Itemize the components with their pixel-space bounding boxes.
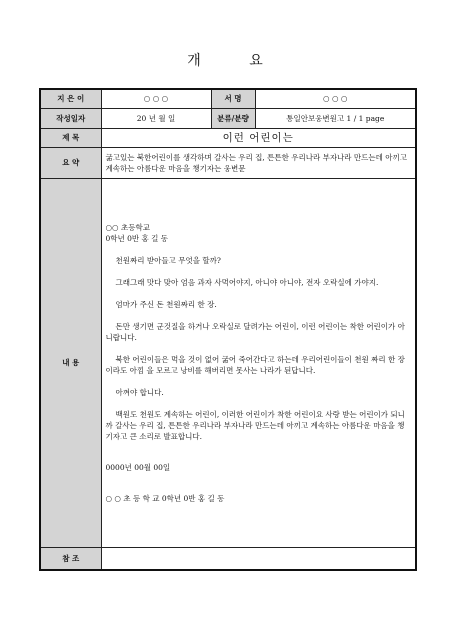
author-label: 지 은 이 [40,89,101,108]
book-title-label: 서 명 [211,89,255,108]
category-label: 분류/분량 [211,108,255,128]
reference-label: 참 조 [40,547,101,570]
content-label: 내 용 [40,178,101,547]
content-paragraph: 백원도 천원도 계속하는 어린이, 이러한 어린이가 착한 어린이요 사랑 받는 어린이가 되니까 갈사는 우리 집, 튼튼한 우리나라 부자나라 만드는데 아끼고 계속하는 아름다운 마음을 챙기자고 큰 소리로 발표합니다. [105,409,405,441]
content-school: ○○ 초등학교 [105,222,150,232]
content-paragraph: 그래그래 맛다 맞아 엄음 과자 사먹어야지, 아니야 아니야, 전자 오락실에 가야지. [115,277,379,287]
page-title: 개 요 [187,53,285,69]
content-paragraph: 북한 어린이들은 먹을 것이 없어 굶어 죽어간다고 하는데 우리어린이들이 천원 짜리 한 장이라도 아낌 을 모르고 낭비를 해버리면 못사는 나라가 된답니다. [105,354,405,375]
summary-label: 요 약 [40,147,101,178]
content-body [101,178,416,547]
content-paragraph: 천원짜리 받아들고 무엇을 할까? [115,255,221,265]
content-student: 0학년 0반 홍 길 동 [105,233,169,243]
category-value: 통일안보웅변원고 1 / 1 page [255,108,416,128]
author-value: ○ ○ ○ [101,89,211,108]
book-title-value: ○ ○ ○ [255,89,416,108]
summary-text: 굶고있는 북한어린이를 생각하며 갈사는 우리 집, 튼튼한 우리나라 부자나라 만드는데 아끼고 계속하는 아름다운 마음을 챙기자는 웅변문 [101,147,416,178]
content-paragraph: 돈만 생기면 군것질을 하거나 오락실로 달려가는 어린이, 이런 어린이는 착한 어린이가 아니랍니다. [105,321,405,342]
subject-label: 제 목 [40,128,101,147]
date-label: 작성일자 [40,108,101,128]
summary-form [39,88,417,571]
reference-value [101,547,416,570]
subject-value: 이런 어린이는 [101,128,416,147]
content-paragraph: 아껴야 합니다. [115,387,164,397]
content-date: 0000년 00월 00일 [105,462,171,472]
content-signature: ○ ○ 초 등 학 교 0학년 0반 홍 길 동 [105,493,225,503]
content-paragraph: 엄마가 주신 돈 천원짜리 한 장. [115,299,217,309]
date-value: 20 년 월 일 [101,108,211,128]
